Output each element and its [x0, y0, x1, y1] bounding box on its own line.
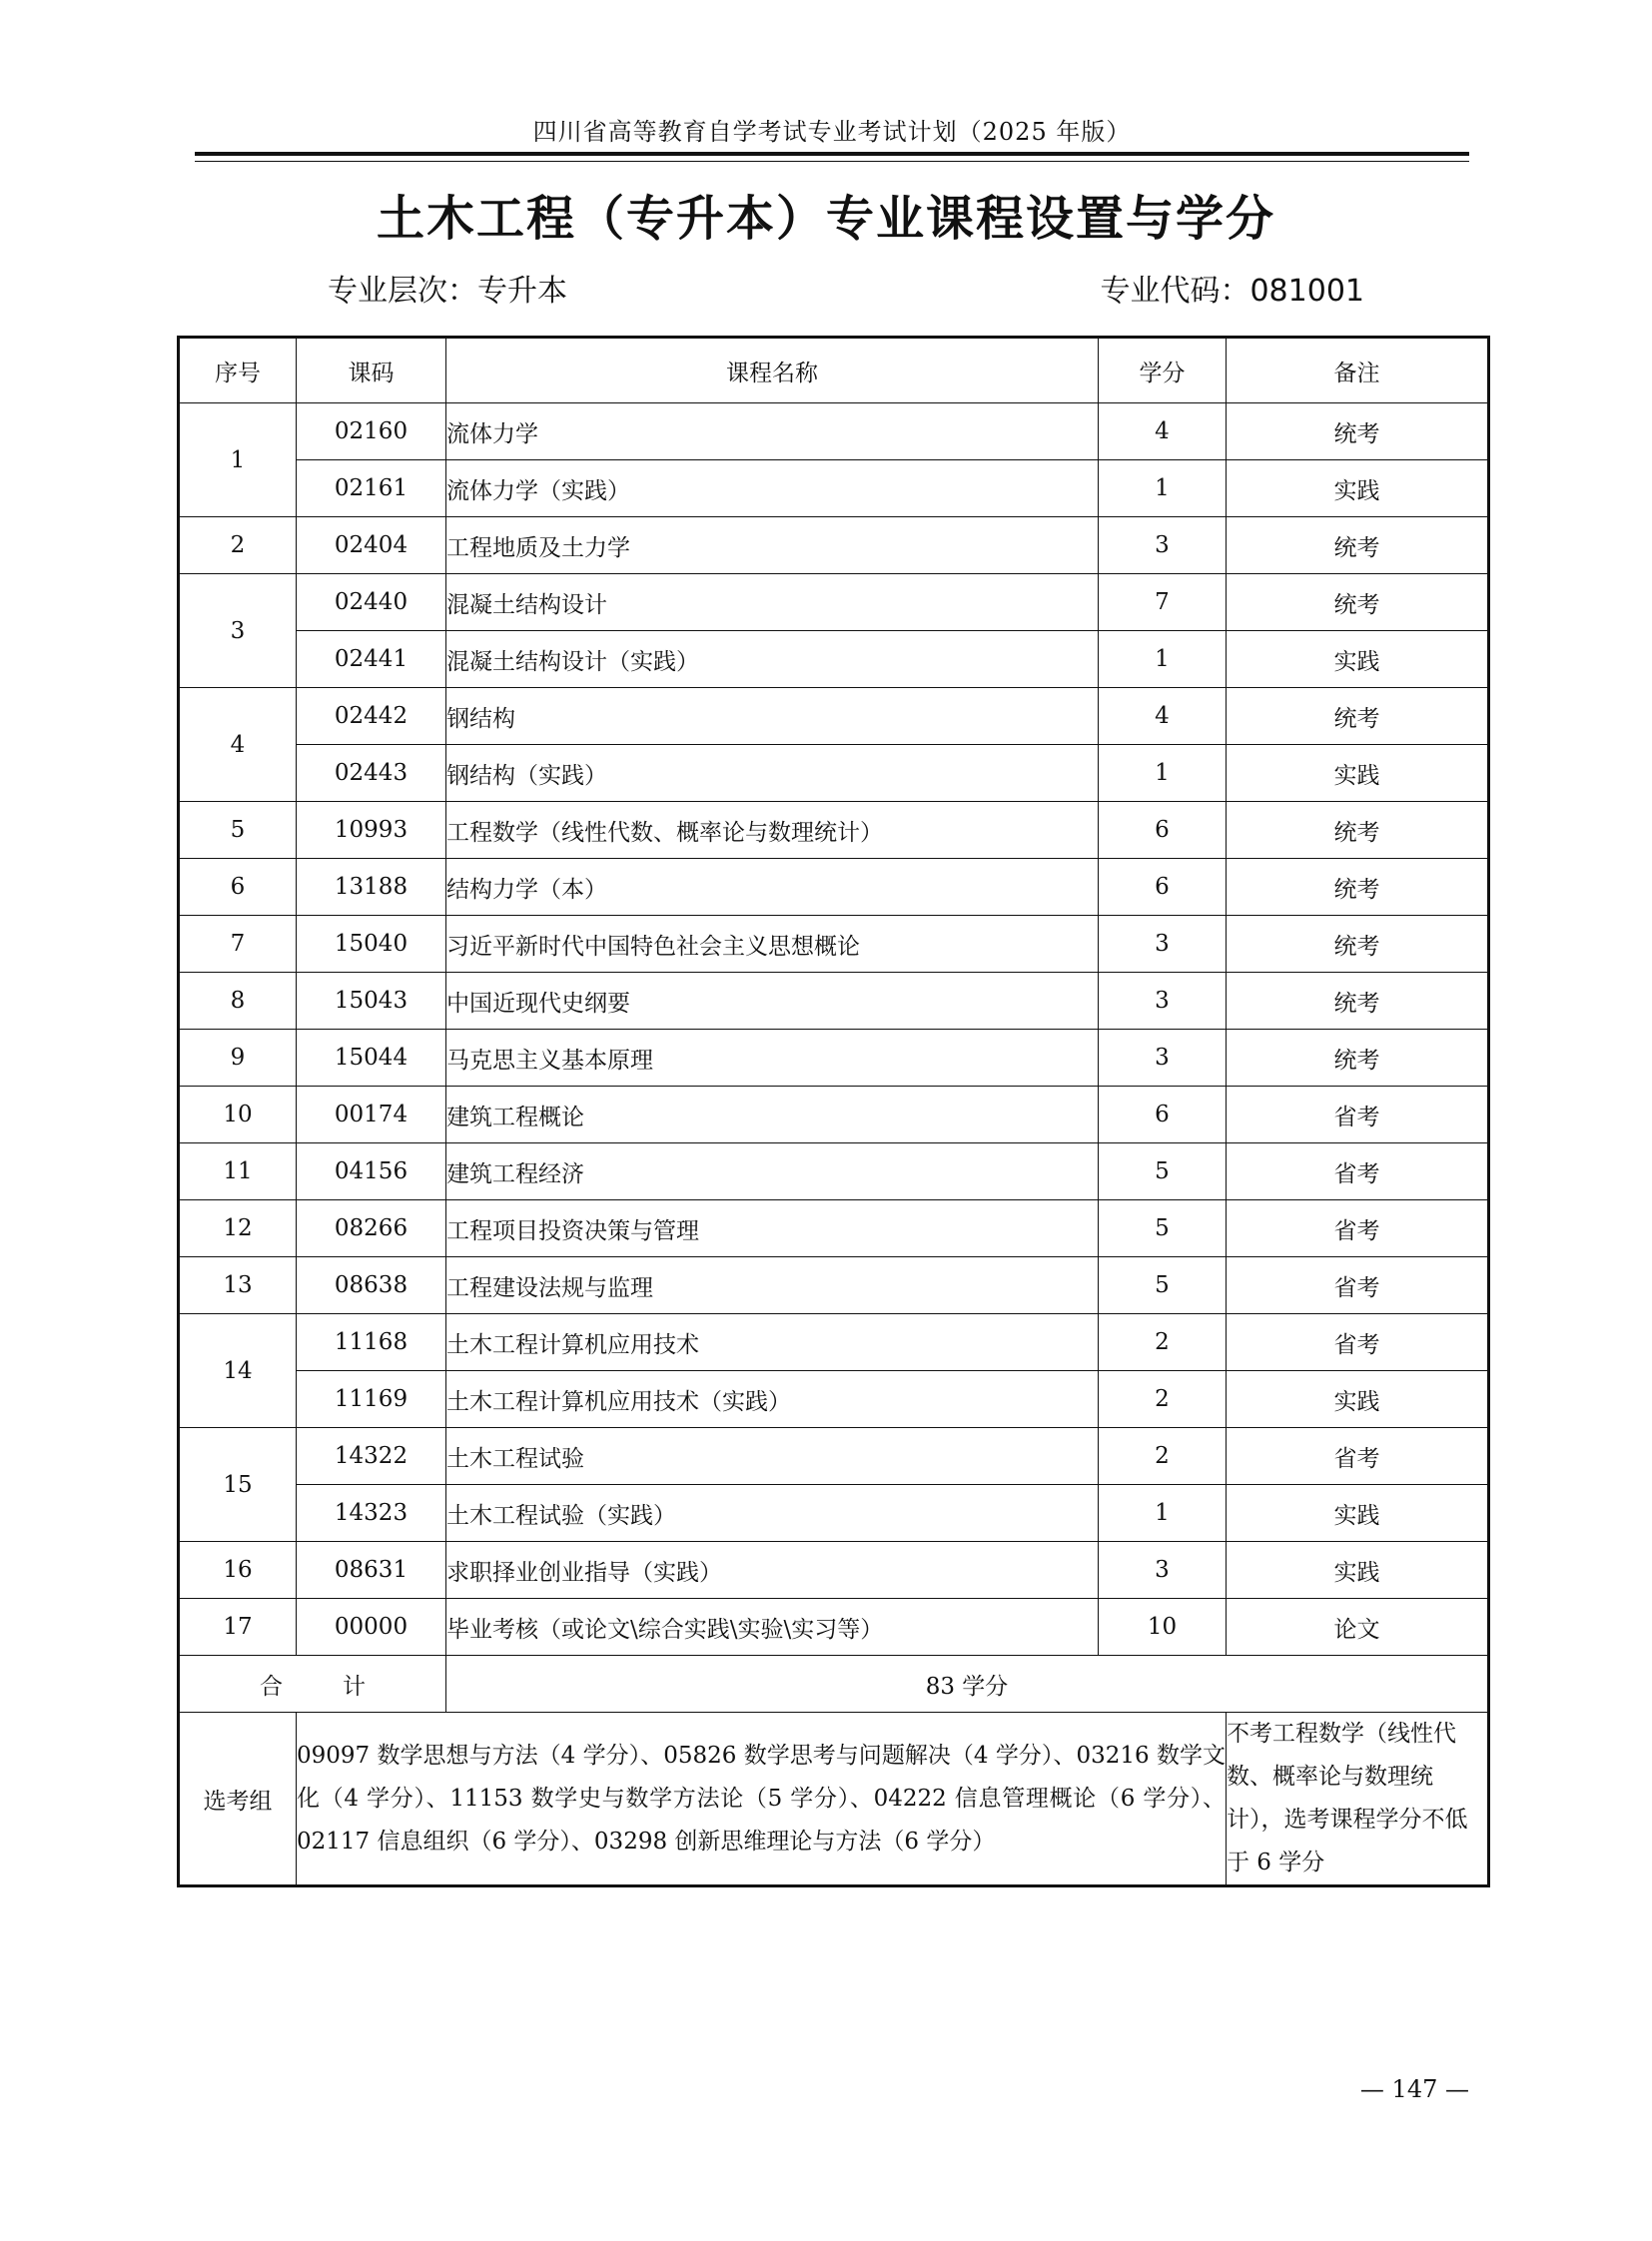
row-no: 1 — [179, 403, 297, 517]
course-credit: 3 — [1099, 973, 1227, 1030]
table-row — [179, 802, 1489, 859]
page-title: 土木工程（专升本）专业课程设置与学分 — [376, 191, 1275, 247]
row-no: 5 — [179, 802, 297, 859]
course-name: 混凝土结构设计 — [446, 574, 1099, 631]
course-credit: 2 — [1099, 1314, 1227, 1371]
course-credit: 10 — [1099, 1599, 1227, 1656]
course-remark: 实践 — [1227, 1542, 1489, 1599]
course-name: 混凝土结构设计（实践） — [446, 631, 1099, 688]
table-row — [179, 1542, 1489, 1599]
course-remark: 统考 — [1227, 802, 1489, 859]
row-no: 4 — [179, 688, 297, 802]
total-label-a: 合 — [260, 1673, 283, 1700]
course-credit: 3 — [1099, 1542, 1227, 1599]
course-credit: 6 — [1099, 859, 1227, 916]
course-code: 02160 — [297, 403, 446, 460]
table-row — [179, 517, 1489, 574]
total-credits: 83 学分 — [446, 1656, 1489, 1713]
major-level: 专业层次：专升本 — [328, 274, 567, 309]
course-credit: 3 — [1099, 916, 1227, 973]
row-no: 16 — [179, 1542, 297, 1599]
course-credit: 6 — [1099, 1087, 1227, 1143]
course-name: 习近平新时代中国特色社会主义思想概论 — [446, 916, 1099, 973]
table-row — [179, 1087, 1489, 1143]
course-credit: 7 — [1099, 574, 1227, 631]
table-row — [179, 1314, 1489, 1371]
course-remark: 实践 — [1227, 460, 1489, 517]
course-name: 工程数学（线性代数、概率论与数理统计） — [446, 802, 1099, 859]
course-name: 建筑工程经济 — [446, 1143, 1099, 1200]
course-name: 工程建设法规与监理 — [446, 1257, 1099, 1314]
course-credit: 5 — [1099, 1143, 1227, 1200]
course-remark: 统考 — [1227, 1030, 1489, 1087]
course-name: 结构力学（本） — [446, 859, 1099, 916]
course-credit: 6 — [1099, 802, 1227, 859]
course-code: 02441 — [297, 631, 446, 688]
course-remark: 省考 — [1227, 1428, 1489, 1485]
table-row — [179, 631, 1489, 688]
table-row — [179, 688, 1489, 745]
elective-row — [179, 1713, 1489, 1886]
course-remark: 实践 — [1227, 631, 1489, 688]
header-rule-thin — [195, 161, 1469, 162]
course-code: 04156 — [297, 1143, 446, 1200]
row-no: 15 — [179, 1428, 297, 1542]
row-no: 9 — [179, 1030, 297, 1087]
course-name: 土木工程试验（实践） — [446, 1485, 1099, 1542]
course-table — [177, 336, 1490, 1887]
header-credit: 学分 — [1099, 338, 1227, 403]
course-name: 工程地质及土力学 — [446, 517, 1099, 574]
total-label-b: 计 — [343, 1673, 366, 1700]
table-row — [179, 973, 1489, 1030]
table-row — [179, 460, 1489, 517]
row-no: 8 — [179, 973, 297, 1030]
course-name: 流体力学 — [446, 403, 1099, 460]
total-row — [179, 1656, 1489, 1713]
table-row — [179, 1428, 1489, 1485]
course-remark: 实践 — [1227, 745, 1489, 802]
course-code: 02443 — [297, 745, 446, 802]
table-row — [179, 1200, 1489, 1257]
row-no: 12 — [179, 1200, 297, 1257]
course-code: 15043 — [297, 973, 446, 1030]
course-remark: 实践 — [1227, 1371, 1489, 1428]
header-remark: 备注 — [1227, 338, 1489, 403]
course-name: 钢结构（实践） — [446, 745, 1099, 802]
course-name: 土木工程计算机应用技术（实践） — [446, 1371, 1099, 1428]
table-row — [179, 1030, 1489, 1087]
header-code: 课码 — [297, 338, 446, 403]
row-no: 14 — [179, 1314, 297, 1428]
course-code: 08631 — [297, 1542, 446, 1599]
row-no: 17 — [179, 1599, 297, 1656]
table-row — [179, 745, 1489, 802]
header-name: 课程名称 — [446, 338, 1099, 403]
course-credit: 2 — [1099, 1428, 1227, 1485]
course-credit: 2 — [1099, 1371, 1227, 1428]
course-credit: 3 — [1099, 1030, 1227, 1087]
course-name: 流体力学（实践） — [446, 460, 1099, 517]
course-code: 02440 — [297, 574, 446, 631]
course-code: 15040 — [297, 916, 446, 973]
course-remark: 统考 — [1227, 517, 1489, 574]
course-remark: 统考 — [1227, 574, 1489, 631]
course-remark: 省考 — [1227, 1257, 1489, 1314]
course-name: 土木工程计算机应用技术 — [446, 1314, 1099, 1371]
running-header: 四川省高等教育自学考试专业考试计划（2025 年版） — [532, 118, 1132, 146]
row-no: 7 — [179, 916, 297, 973]
table-row — [179, 1257, 1489, 1314]
course-code: 14322 — [297, 1428, 446, 1485]
elective-courses: 09097 数学思想与方法（4 学分）、05826 数学思考与问题解决（4 学分）、03216 数学文化（4 学分）、11153 数学史与数学方法论（5 学分）、04222 信息管理概论（6 学分）、02117 信息组织（6 学分）、03298 创新思维理论与方法（6 学分） — [297, 1713, 1227, 1886]
row-no: 6 — [179, 859, 297, 916]
course-name: 建筑工程概论 — [446, 1087, 1099, 1143]
course-credit: 4 — [1099, 688, 1227, 745]
course-credit: 3 — [1099, 517, 1227, 574]
course-remark: 省考 — [1227, 1087, 1489, 1143]
elective-label: 选考组 — [179, 1713, 297, 1886]
table-row — [179, 1599, 1489, 1656]
course-code: 11169 — [297, 1371, 446, 1428]
course-remark: 省考 — [1227, 1200, 1489, 1257]
table-row — [179, 1485, 1489, 1542]
course-code: 14323 — [297, 1485, 446, 1542]
course-remark: 统考 — [1227, 403, 1489, 460]
course-code: 08638 — [297, 1257, 446, 1314]
course-remark: 统考 — [1227, 916, 1489, 973]
course-code: 13188 — [297, 859, 446, 916]
course-code: 10993 — [297, 802, 446, 859]
course-name: 工程项目投资决策与管理 — [446, 1200, 1099, 1257]
table-row — [179, 403, 1489, 460]
course-code: 02161 — [297, 460, 446, 517]
course-name: 马克思主义基本原理 — [446, 1030, 1099, 1087]
course-remark: 统考 — [1227, 859, 1489, 916]
row-no: 3 — [179, 574, 297, 688]
course-code: 00174 — [297, 1087, 446, 1143]
page-number: — 147 — — [1359, 2075, 1469, 2103]
course-name: 钢结构 — [446, 688, 1099, 745]
course-remark: 实践 — [1227, 1485, 1489, 1542]
course-code: 08266 — [297, 1200, 446, 1257]
course-code: 15044 — [297, 1030, 446, 1087]
course-credit: 5 — [1099, 1200, 1227, 1257]
header-no: 序号 — [179, 338, 297, 403]
course-code: 11168 — [297, 1314, 446, 1371]
course-credit: 1 — [1099, 745, 1227, 802]
table-row — [179, 916, 1489, 973]
total-label — [179, 1656, 446, 1713]
course-credit: 1 — [1099, 1485, 1227, 1542]
course-code: 02404 — [297, 517, 446, 574]
elective-note: 不考工程数学（线性代数、概率论与数理统计），选考课程学分不低于 6 学分 — [1227, 1713, 1489, 1886]
course-remark: 统考 — [1227, 688, 1489, 745]
course-credit: 1 — [1099, 631, 1227, 688]
major-code: 专业代码：081001 — [1100, 274, 1364, 309]
course-credit: 1 — [1099, 460, 1227, 517]
course-name: 中国近现代史纲要 — [446, 973, 1099, 1030]
course-name: 求职择业创业指导（实践） — [446, 1542, 1099, 1599]
table-row — [179, 574, 1489, 631]
row-no: 13 — [179, 1257, 297, 1314]
header-rule-thick — [195, 152, 1469, 156]
course-credit: 4 — [1099, 403, 1227, 460]
row-no: 11 — [179, 1143, 297, 1200]
course-remark: 论文 — [1227, 1599, 1489, 1656]
course-code: 02442 — [297, 688, 446, 745]
course-credit: 5 — [1099, 1257, 1227, 1314]
course-remark: 省考 — [1227, 1143, 1489, 1200]
course-name: 土木工程试验 — [446, 1428, 1099, 1485]
table-row — [179, 859, 1489, 916]
row-no: 2 — [179, 517, 297, 574]
course-remark: 省考 — [1227, 1314, 1489, 1371]
table-row — [179, 1371, 1489, 1428]
row-no: 10 — [179, 1087, 297, 1143]
course-remark: 统考 — [1227, 973, 1489, 1030]
table-row — [179, 1143, 1489, 1200]
table-header-row — [179, 338, 1489, 403]
course-name: 毕业考核（或论文\综合实践\实验\实习等） — [446, 1599, 1099, 1656]
course-code: 00000 — [297, 1599, 446, 1656]
